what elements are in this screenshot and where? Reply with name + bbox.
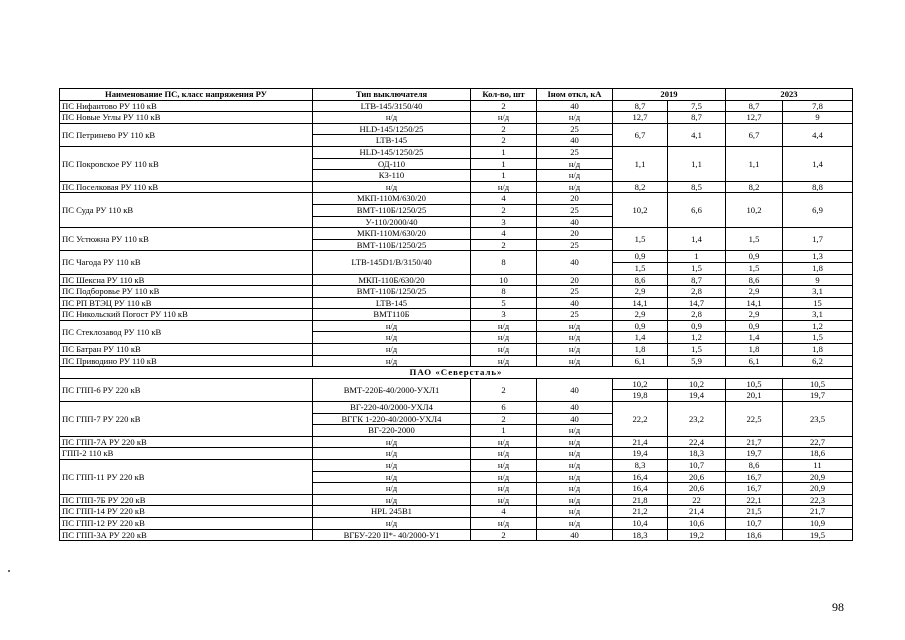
substation-name: ПС ГПП-6 РУ 220 кВ: [60, 378, 313, 401]
breaker-count: н/д: [471, 344, 537, 356]
value-2019-b: 0,9: [668, 320, 726, 332]
value-2023-a: 16,7: [726, 471, 783, 483]
breaker-type: ВГГК 1-220-40/2000-УХЛ4: [313, 413, 471, 425]
breaker-inom: 20: [537, 193, 613, 205]
breaker-type: н/д: [313, 181, 471, 193]
value-2023-b: 1,8: [783, 262, 853, 274]
table-row: [60, 297, 853, 309]
value-2019-a: 1,5: [613, 228, 668, 251]
table-row: [60, 355, 853, 367]
value-2023-a: 8,6: [726, 274, 783, 286]
breaker-type: LTB-145: [313, 297, 471, 309]
breaker-count: н/д: [471, 448, 537, 460]
value-2019-a: 16,4: [613, 483, 668, 495]
value-2023-b: 1,5: [783, 332, 853, 344]
breaker-inom: н/д: [537, 425, 613, 437]
breaker-type: н/д: [313, 436, 471, 448]
breaker-inom: н/д: [537, 158, 613, 170]
breaker-count: 2: [471, 239, 537, 251]
substation-name: ПС Шексна РУ 110 кВ: [60, 274, 313, 286]
value-2023-b: 15: [783, 297, 853, 309]
table-body-part1: [60, 100, 853, 367]
value-2019-b: 18,3: [668, 448, 726, 460]
value-2023-a: 1,5: [726, 262, 783, 274]
table-row: [60, 529, 853, 541]
header-name: Наименование ПС, класс напряжения РУ: [60, 89, 313, 101]
breaker-inom: 40: [537, 100, 613, 112]
table-row: [60, 181, 853, 193]
value-2019-a: 8,2: [613, 181, 668, 193]
value-2019-b: 6,6: [668, 193, 726, 228]
value-2023-a: 1,5: [726, 228, 783, 251]
breaker-count: 3: [471, 216, 537, 228]
value-2023-b: 9: [783, 274, 853, 286]
header-year-2023: 2023: [726, 89, 853, 101]
value-2023-a: 21,5: [726, 506, 783, 518]
substation-name: ПС Чагода РУ 110 кВ: [60, 251, 313, 274]
breaker-count: 1: [471, 158, 537, 170]
breaker-type: МКП-110М/630/20: [313, 193, 471, 205]
value-2023-a: 1,8: [726, 344, 783, 356]
value-2019-a: 1,1: [613, 146, 668, 181]
value-2019-b: 10,7: [668, 460, 726, 472]
value-2023-a: 21,7: [726, 436, 783, 448]
value-2023-a: 18,6: [726, 529, 783, 541]
breaker-inom: 25: [537, 146, 613, 158]
value-2023-b: 1,2: [783, 320, 853, 332]
breaker-count: 3: [471, 309, 537, 321]
breaker-inom: н/д: [537, 494, 613, 506]
value-2019-b: 19,2: [668, 529, 726, 541]
substation-name: ПС ГПП-7 РУ 220 кВ: [60, 402, 313, 437]
substation-name: ПС ГПП-3А РУ 220 кВ: [60, 529, 313, 541]
value-2019-b: 21,4: [668, 506, 726, 518]
breaker-inom: н/д: [537, 506, 613, 518]
breaker-count: 2: [471, 100, 537, 112]
value-2023-a: 14,1: [726, 297, 783, 309]
value-2019-b: 4,1: [668, 123, 726, 146]
value-2019-b: 1,2: [668, 332, 726, 344]
table-row: [60, 494, 853, 506]
value-2019-b: 22,4: [668, 436, 726, 448]
value-2019-a: 6,7: [613, 123, 668, 146]
value-2019-b: 8,7: [668, 112, 726, 124]
breaker-count: 2: [471, 378, 537, 401]
value-2023-b: 4,4: [783, 123, 853, 146]
value-2019-b: 2,8: [668, 286, 726, 298]
table-row: [60, 378, 853, 390]
value-2023-b: 1,4: [783, 146, 853, 181]
value-2019-a: 22,2: [613, 402, 668, 437]
value-2019-b: 1,5: [668, 344, 726, 356]
breaker-count: н/д: [471, 332, 537, 344]
substation-name: ПС ГПП-11 РУ 220 кВ: [60, 460, 313, 495]
breaker-type: У-110/2000/40: [313, 216, 471, 228]
value-2023-b: 23,5: [783, 402, 853, 437]
value-2019-a: 14,1: [613, 297, 668, 309]
breaker-type: LTB-145/3150/40: [313, 100, 471, 112]
breaker-type: ВМТ-110Б/1250/25: [313, 204, 471, 216]
value-2019-a: 19,4: [613, 448, 668, 460]
table-row: [60, 274, 853, 286]
value-2023-a: 2,9: [726, 286, 783, 298]
value-2023-a: 19,7: [726, 448, 783, 460]
breaker-type: н/д: [313, 483, 471, 495]
breaker-count: н/д: [471, 112, 537, 124]
breaker-type: н/д: [313, 320, 471, 332]
substation-name: ПС Поселковая РУ 110 кВ: [60, 181, 313, 193]
breaker-count: н/д: [471, 483, 537, 495]
value-2023-b: 1,8: [783, 344, 853, 356]
breaker-type: МКП-110М/630/20: [313, 228, 471, 240]
value-2019-b: 8,5: [668, 181, 726, 193]
breaker-inom: н/д: [537, 344, 613, 356]
breaker-inom: н/д: [537, 320, 613, 332]
value-2019-a: 12,7: [613, 112, 668, 124]
header-inom: Iном откл, кА: [537, 89, 613, 101]
table-body-part2: [60, 378, 853, 540]
value-2023-a: 20,1: [726, 390, 783, 402]
substation-name: ПС Никольский Погост РУ 110 кВ: [60, 309, 313, 321]
value-2019-b: 20,6: [668, 471, 726, 483]
value-2023-b: 3,1: [783, 309, 853, 321]
value-2019-b: 23,2: [668, 402, 726, 437]
value-2023-b: 20,9: [783, 471, 853, 483]
breaker-inom: н/д: [537, 436, 613, 448]
page-number: 98: [832, 600, 844, 614]
breaker-type: н/д: [313, 494, 471, 506]
breaker-type: н/д: [313, 332, 471, 344]
value-2023-b: 7,8: [783, 100, 853, 112]
table-row: [60, 112, 853, 124]
breaker-type: HPL 245B1: [313, 506, 471, 518]
breaker-count: 2: [471, 204, 537, 216]
value-2019-b: 1: [668, 251, 726, 263]
value-2019-b: 19,4: [668, 390, 726, 402]
value-2019-a: 2,9: [613, 309, 668, 321]
breaker-count: 10: [471, 274, 537, 286]
table-row: [60, 251, 853, 263]
breaker-inom: 25: [537, 309, 613, 321]
value-2023-a: 22,5: [726, 402, 783, 437]
substation-name: ПС Стеклозавод РУ 110 кВ: [60, 320, 313, 343]
value-2019-a: 18,3: [613, 529, 668, 541]
breaker-inom: 25: [537, 286, 613, 298]
breaker-inom: н/д: [537, 460, 613, 472]
header-breaker-type: Тип выключателя: [313, 89, 471, 101]
breaker-count: 8: [471, 286, 537, 298]
substation-name: ПС ГПП-14 РУ 220 кВ: [60, 506, 313, 518]
substation-name: ПС Подборовье РУ 110 кВ: [60, 286, 313, 298]
breaker-type: н/д: [313, 112, 471, 124]
value-2023-b: 20,9: [783, 483, 853, 495]
value-2023-a: 10,7: [726, 517, 783, 529]
breaker-count: н/д: [471, 494, 537, 506]
header-year-2019: 2019: [613, 89, 726, 101]
value-2023-a: 8,7: [726, 100, 783, 112]
value-2019-a: 0,9: [613, 251, 668, 263]
value-2019-a: 21,2: [613, 506, 668, 518]
breaker-type: ВМТ110Б: [313, 309, 471, 321]
value-2023-a: 12,7: [726, 112, 783, 124]
breaker-count: н/д: [471, 355, 537, 367]
value-2023-a: 0,9: [726, 320, 783, 332]
breaker-inom: н/д: [537, 471, 613, 483]
value-2019-b: 20,6: [668, 483, 726, 495]
header-count: Кол-во, шт: [471, 89, 537, 101]
value-2023-b: 10,9: [783, 517, 853, 529]
breaker-type: HLD-145/1250/25: [313, 146, 471, 158]
table-row: [60, 344, 853, 356]
breaker-type: ОД-110: [313, 158, 471, 170]
breaker-count: 2: [471, 135, 537, 147]
substation-name: ПС Новые Углы РУ 110 кВ: [60, 112, 313, 124]
breaker-inom: 40: [537, 378, 613, 401]
breaker-type: ВМТ-110Б/1250/25: [313, 286, 471, 298]
substation-name: ПС Нифантово РУ 110 кВ: [60, 100, 313, 112]
breaker-count: н/д: [471, 517, 537, 529]
breaker-type: н/д: [313, 471, 471, 483]
breaker-inom: н/д: [537, 448, 613, 460]
breaker-inom: н/д: [537, 170, 613, 182]
breaker-count: 5: [471, 297, 537, 309]
breaker-type: ВГ-220-40/2000-УХЛ4: [313, 402, 471, 414]
value-2023-a: 6,1: [726, 355, 783, 367]
table-row: [60, 517, 853, 529]
breaker-inom: 20: [537, 228, 613, 240]
value-2023-a: 22,1: [726, 494, 783, 506]
table-row: [60, 286, 853, 298]
substation-name: ПС ГПП-7Б РУ 220 кВ: [60, 494, 313, 506]
section-title: ПАО «Северсталь»: [60, 367, 853, 379]
breaker-type: н/д: [313, 355, 471, 367]
value-2019-b: 10,6: [668, 517, 726, 529]
value-2023-b: 6,2: [783, 355, 853, 367]
breaker-count: 4: [471, 506, 537, 518]
breaker-inom: 40: [537, 413, 613, 425]
substation-breakers-table: [59, 88, 853, 541]
breaker-inom: 40: [537, 529, 613, 541]
value-2019-a: 1,8: [613, 344, 668, 356]
breaker-count: 1: [471, 425, 537, 437]
value-2019-a: 10,2: [613, 378, 668, 390]
breaker-inom: н/д: [537, 355, 613, 367]
value-2019-a: 8,7: [613, 100, 668, 112]
table-row: [60, 100, 853, 112]
value-2023-b: 22,3: [783, 494, 853, 506]
value-2023-b: 11: [783, 460, 853, 472]
value-2019-a: 0,9: [613, 320, 668, 332]
substation-name: ГПП-2 110 кВ: [60, 448, 313, 460]
breaker-inom: 40: [537, 297, 613, 309]
value-2023-a: 1,4: [726, 332, 783, 344]
value-2023-a: 1,1: [726, 146, 783, 181]
breaker-count: 1: [471, 170, 537, 182]
breaker-inom: 25: [537, 204, 613, 216]
breaker-count: 2: [471, 529, 537, 541]
value-2023-b: 21,7: [783, 506, 853, 518]
breaker-count: 4: [471, 193, 537, 205]
breaker-type: н/д: [313, 448, 471, 460]
value-2023-b: 8,8: [783, 181, 853, 193]
value-2019-a: 19,8: [613, 390, 668, 402]
value-2023-b: 10,5: [783, 378, 853, 390]
substation-name: ПС ГПП-7А РУ 220 кВ: [60, 436, 313, 448]
breaker-type: ВГБУ-220 II*- 40/2000-У1: [313, 529, 471, 541]
value-2023-b: 1,7: [783, 228, 853, 251]
value-2023-a: 10,5: [726, 378, 783, 390]
substation-name: ПС Приводино РУ 110 кВ: [60, 355, 313, 367]
value-2019-b: 10,2: [668, 378, 726, 390]
value-2023-a: 10,2: [726, 193, 783, 228]
value-2019-a: 16,4: [613, 471, 668, 483]
breaker-count: 2: [471, 123, 537, 135]
value-2019-a: 8,6: [613, 274, 668, 286]
value-2019-a: 21,8: [613, 494, 668, 506]
value-2023-b: 3,1: [783, 286, 853, 298]
value-2019-b: 14,7: [668, 297, 726, 309]
value-2023-a: 6,7: [726, 123, 783, 146]
table-row: [60, 123, 853, 135]
breaker-type: ВМТ-220Б-40/2000-УХЛ1: [313, 378, 471, 401]
value-2019-a: 1,5: [613, 262, 668, 274]
table-row: [60, 460, 853, 472]
value-2023-a: 8,2: [726, 181, 783, 193]
breaker-count: 4: [471, 228, 537, 240]
breaker-type: МКП-110Б/630/20: [313, 274, 471, 286]
value-2019-a: 6,1: [613, 355, 668, 367]
value-2023-b: 19,7: [783, 390, 853, 402]
breaker-inom: н/д: [537, 483, 613, 495]
table-row: [60, 228, 853, 240]
breaker-inom: 25: [537, 239, 613, 251]
table-header-row: [60, 89, 853, 101]
breaker-count: н/д: [471, 436, 537, 448]
substation-name: ПС Покровское РУ 110 кВ: [60, 146, 313, 181]
breaker-count: 6: [471, 402, 537, 414]
breaker-inom: 20: [537, 274, 613, 286]
breaker-type: ВМТ-110Б/1250/25: [313, 239, 471, 251]
substation-name: ПС ГПП-12 РУ 220 кВ: [60, 517, 313, 529]
table-row: [60, 436, 853, 448]
breaker-type: н/д: [313, 517, 471, 529]
breaker-inom: н/д: [537, 181, 613, 193]
value-2023-b: 6,9: [783, 193, 853, 228]
value-2019-b: 1,4: [668, 228, 726, 251]
breaker-type: н/д: [313, 344, 471, 356]
table-row: [60, 146, 853, 158]
scan-speck: [8, 570, 10, 572]
value-2019-a: 1,4: [613, 332, 668, 344]
value-2019-a: 2,9: [613, 286, 668, 298]
substation-name: ПС РП ВТЭЦ РУ 110 кВ: [60, 297, 313, 309]
substation-name: ПС Батран РУ 110 кВ: [60, 344, 313, 356]
value-2019-b: 1,5: [668, 262, 726, 274]
table-row: [60, 448, 853, 460]
breaker-type: ВГ-220-2000: [313, 425, 471, 437]
table-row: [60, 402, 853, 414]
breaker-count: н/д: [471, 471, 537, 483]
breaker-inom: 40: [537, 216, 613, 228]
value-2023-a: 8,6: [726, 460, 783, 472]
table-row: [60, 506, 853, 518]
breaker-count: 1: [471, 146, 537, 158]
value-2023-b: 22,7: [783, 436, 853, 448]
breaker-inom: н/д: [537, 112, 613, 124]
substation-name: ПС Суда РУ 110 кВ: [60, 193, 313, 228]
breaker-type: н/д: [313, 460, 471, 472]
breaker-type: КЗ-110: [313, 170, 471, 182]
value-2019-b: 5,9: [668, 355, 726, 367]
value-2019-a: 10,4: [613, 517, 668, 529]
value-2023-b: 18,6: [783, 448, 853, 460]
value-2023-b: 9: [783, 112, 853, 124]
breaker-inom: 40: [537, 135, 613, 147]
breaker-count: н/д: [471, 460, 537, 472]
substation-name: ПС Петринево РУ 110 кВ: [60, 123, 313, 146]
breaker-inom: 40: [537, 251, 613, 274]
breaker-inom: н/д: [537, 517, 613, 529]
value-2023-a: 16,7: [726, 483, 783, 495]
table-row: [60, 193, 853, 205]
value-2019-b: 8,7: [668, 274, 726, 286]
value-2019-a: 8,3: [613, 460, 668, 472]
value-2019-b: 7,5: [668, 100, 726, 112]
value-2019-a: 21,4: [613, 436, 668, 448]
breaker-count: н/д: [471, 181, 537, 193]
table-row: [60, 309, 853, 321]
breaker-count: 2: [471, 413, 537, 425]
breaker-count: н/д: [471, 320, 537, 332]
value-2023-a: 2,9: [726, 309, 783, 321]
value-2023-a: 0,9: [726, 251, 783, 263]
breaker-type: LTB-145: [313, 135, 471, 147]
value-2023-b: 19,5: [783, 529, 853, 541]
table-row: [60, 320, 853, 332]
value-2019-b: 1,1: [668, 146, 726, 181]
breaker-type: HLD-145/1250/25: [313, 123, 471, 135]
breaker-inom: н/д: [537, 332, 613, 344]
value-2019-b: 2,8: [668, 309, 726, 321]
section-row: [60, 367, 853, 379]
value-2019-a: 10,2: [613, 193, 668, 228]
substation-name: ПС Устюжна РУ 110 кВ: [60, 228, 313, 251]
value-2019-b: 22: [668, 494, 726, 506]
breaker-type: LTB-145D1/B/3150/40: [313, 251, 471, 274]
value-2023-b: 1,3: [783, 251, 853, 263]
breaker-inom: 40: [537, 402, 613, 414]
breaker-inom: 25: [537, 123, 613, 135]
breaker-count: 8: [471, 251, 537, 274]
